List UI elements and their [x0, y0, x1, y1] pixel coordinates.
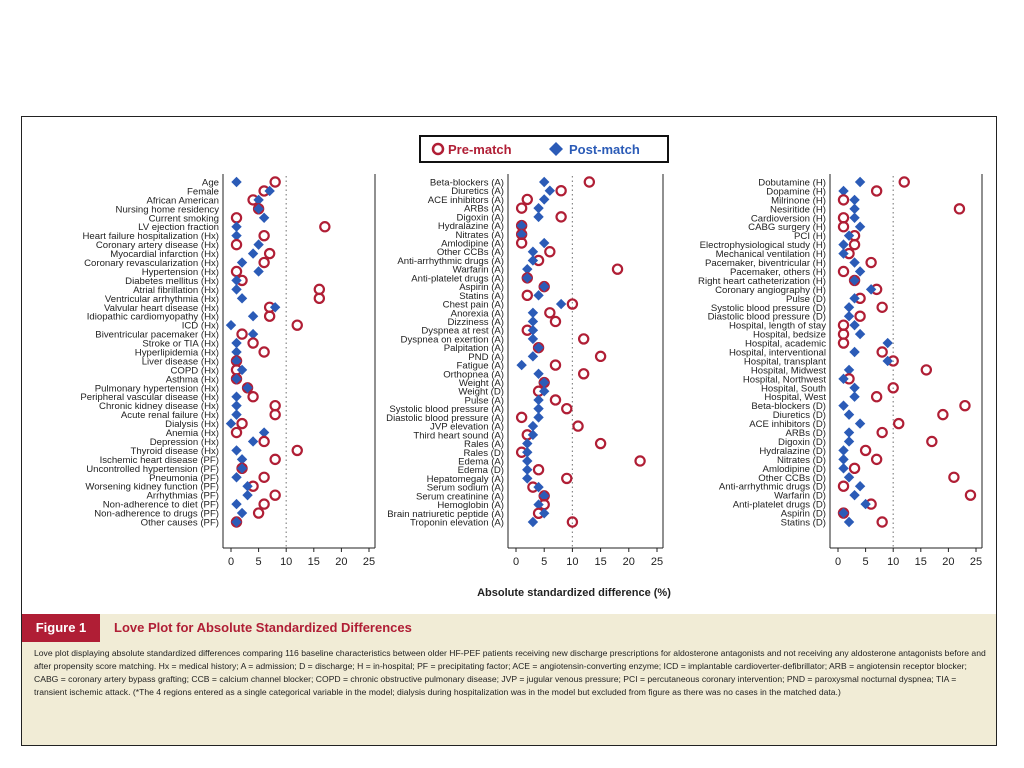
pre-match-point — [557, 212, 566, 221]
variable-label: Rales (D) — [463, 447, 504, 459]
x-tick-label: 5 — [255, 556, 262, 568]
variable-label: Hydralazine (A) — [437, 221, 504, 233]
pre-match-point — [839, 222, 848, 231]
x-tick-label: 10 — [887, 556, 900, 568]
figure-title: Love Plot for Absolute Standardized Differences — [114, 620, 412, 635]
x-tick-label: 10 — [566, 556, 579, 568]
figure-header — [22, 614, 996, 642]
pre-match-point — [293, 446, 302, 455]
x-tick-label: 5 — [862, 556, 869, 568]
pre-match-point — [878, 347, 887, 356]
variable-label: Brain natriuretic peptide (A) — [387, 508, 504, 520]
variable-label: Diastolic blood pressure (D) — [707, 311, 826, 323]
variable-label: Other causes (PF) — [140, 517, 219, 529]
variable-label: Orthopnea (A) — [443, 369, 504, 381]
post-match-point — [849, 347, 859, 357]
post-match-point — [248, 436, 258, 446]
pre-match-point — [517, 413, 526, 422]
post-match-point — [226, 320, 236, 330]
x-tick-label: 20 — [335, 556, 348, 568]
pre-match-point — [855, 312, 864, 321]
variable-label: Milrinone (H) — [771, 195, 826, 207]
variable-label: Peripheral vascular disease (Hx) — [80, 392, 219, 404]
variable-label: Palpitation (A) — [443, 343, 504, 355]
pre-match-point — [562, 474, 571, 483]
pre-match-point — [839, 330, 848, 339]
pre-match-point — [271, 491, 280, 500]
post-match-point — [855, 481, 865, 491]
variable-label: Hospital, South — [760, 383, 826, 395]
variable-label: ARBs (A) — [464, 203, 504, 215]
variable-label: Worsening kidney function (PF) — [85, 481, 219, 493]
post-match-point — [231, 400, 241, 410]
pre-match-point — [579, 369, 588, 378]
pre-match-point — [839, 482, 848, 491]
variable-label: Heart failure hospitalization (Hx) — [82, 231, 219, 243]
pre-match-point — [839, 267, 848, 276]
legend-pre-label: Pre-match — [448, 142, 512, 157]
post-match-point — [237, 293, 247, 303]
variable-label: Third heart sound (A) — [413, 430, 504, 442]
variable-label: Warfarin (D) — [774, 490, 826, 502]
variable-label: Serum creatinine (A) — [416, 491, 504, 503]
variable-label: Depression (Hx) — [149, 436, 219, 448]
variable-label: Age — [201, 177, 219, 189]
pre-match-point — [938, 410, 947, 419]
post-match-point — [533, 212, 543, 222]
pre-match-point — [872, 392, 881, 401]
x-tick-label: 0 — [512, 556, 520, 568]
variable-label: Diuretics (A) — [451, 186, 504, 198]
pre-match-point — [320, 222, 329, 231]
pre-match-point — [248, 392, 257, 401]
x-tick-label: 10 — [280, 556, 293, 568]
variable-label: Uncontrolled hypertension (PF) — [86, 463, 219, 475]
panel-2 — [386, 174, 663, 568]
variable-label: Hospital, length of stay — [728, 320, 826, 332]
variable-label: Cardioversion (H) — [750, 213, 826, 225]
post-match-point — [838, 463, 848, 473]
variable-label: Hypertension (Hx) — [141, 266, 219, 278]
pre-match-point — [839, 195, 848, 204]
pre-match-point — [927, 437, 936, 446]
pre-match-point — [517, 204, 526, 213]
post-match-point — [849, 392, 859, 402]
post-match-point — [556, 299, 566, 309]
pre-match-point — [265, 249, 274, 258]
pre-match-point — [596, 439, 605, 448]
pre-match-point — [271, 455, 280, 464]
variable-label: Idiopathic cardiomyopathy (Hx) — [86, 311, 219, 323]
pre-match-point — [922, 365, 931, 374]
variable-label: Diabetes mellitus (Hx) — [125, 275, 219, 287]
variable-label: Edema (D) — [457, 465, 504, 477]
post-match-point — [539, 194, 549, 204]
panel-1 — [80, 174, 375, 568]
pre-match-point — [260, 231, 269, 240]
legend — [420, 136, 668, 162]
post-match-point — [545, 186, 555, 196]
pre-match-point — [248, 338, 257, 347]
x-tick-label: 0 — [834, 556, 842, 568]
variable-label: PND (A) — [468, 351, 504, 363]
pre-match-point — [960, 401, 969, 410]
pre-match-point — [293, 321, 302, 330]
variable-label: Anti-platelet drugs (D) — [732, 499, 826, 511]
pre-match-point — [260, 500, 269, 509]
pre-match-point — [237, 419, 246, 428]
x-tick-label: 5 — [541, 556, 548, 568]
post-match-point — [838, 445, 848, 455]
variable-label: Stroke or TIA (Hx) — [142, 338, 219, 350]
variable-label: LV ejection fraction — [138, 222, 219, 234]
pre-match-point — [894, 419, 903, 428]
variable-label: JVP elevation (A) — [430, 421, 504, 433]
pre-match-point — [613, 265, 622, 274]
post-match-point — [855, 177, 865, 187]
variable-label: ACE inhibitors (D) — [749, 419, 826, 431]
variable-label: Chest pain (A) — [442, 299, 504, 311]
variable-label: Anemia (Hx) — [165, 428, 219, 440]
variable-label: Anorexia (A) — [450, 308, 504, 320]
x-axis-title: Absolute standardized difference (%) — [477, 587, 671, 599]
post-match-point — [849, 213, 859, 223]
pre-match-point — [850, 464, 859, 473]
variable-label: Diuretics (D) — [772, 410, 826, 422]
variable-label: Fatigue (A) — [456, 360, 504, 372]
figure-caption: Love plot displaying absolute standardized differences comparing 116 baseline characteristics between older HF-PEF patients receiving new discharge prescriptions for aldosterone antagonists and not receiving any aldosterone antagonists before and after propensity score matching. Hx = medical history; A = admission; D = discharge; H = in-hospital; PF = precipitating factor; ACE = angiotensin-converting enzyme; ICD = implantable cardioverter-defibrillator; ARB = angiotensin receptor blocker; CABG = coronary artery bypass grafting; CCB = calcium channel blocker; COPD = chronic obstructive pulmonary disease; JVP = jugular venous pressure; PCI = percutaneous coronary intervention; PND = paroxysmal nocturnal dyspnea; TIA = transient ischemic attack. (*The 4 regions entered as a single categorical variable in the model; dialysis during hospitalization was in the model but excluded from figure as there was no cases in the matched data.) — [22, 642, 996, 745]
panel-3 — [698, 174, 982, 568]
variable-label: Pulse (D) — [786, 293, 826, 305]
variable-label: Hemoglobin (A) — [437, 500, 504, 512]
variable-label: Beta-blockers (A) — [429, 177, 504, 189]
post-match-point — [248, 311, 258, 321]
variable-label: Hospital, Northwest — [742, 374, 826, 386]
variable-label: Coronary revascularization (Hx) — [84, 258, 219, 270]
post-match-point — [844, 409, 854, 419]
post-match-point — [838, 454, 848, 464]
variable-label: Warfarin (A) — [452, 264, 504, 276]
variable-label: Anti-platelet drugs (A) — [411, 273, 504, 285]
variable-label: Systolic blood pressure (D) — [710, 302, 826, 314]
variable-label: Dobutamine (H) — [758, 177, 826, 189]
pre-match-point — [878, 517, 887, 526]
pre-match-point — [579, 334, 588, 343]
variable-label: Hydralazine (D) — [759, 445, 826, 457]
post-match-point — [855, 329, 865, 339]
variable-label: Statins (D) — [780, 517, 826, 529]
variable-label: Nitrates (A) — [455, 229, 504, 241]
variable-label: Non-adherence to drugs (PF) — [94, 508, 219, 520]
variable-label: Anti-arrhythmic drugs (A) — [397, 255, 504, 267]
pre-match-point — [271, 410, 280, 419]
variable-label: ARBs (D) — [785, 428, 826, 440]
x-tick-label: 15 — [307, 556, 320, 568]
post-match-point — [539, 177, 549, 187]
variable-label: Asthma (Hx) — [165, 374, 219, 386]
pre-match-point — [955, 204, 964, 213]
variable-label: Hyperlipidemia (Hx) — [134, 347, 219, 359]
variable-label: Rales (A) — [464, 439, 504, 451]
post-match-point — [849, 490, 859, 500]
pre-match-point — [265, 312, 274, 321]
variable-label: Pulmonary hypertension (Hx) — [94, 383, 219, 395]
variable-label: Hospital, interventional — [728, 347, 826, 359]
pre-match-point — [232, 240, 241, 249]
pre-match-point — [523, 291, 532, 300]
variable-label: Myocardial infarction (Hx) — [110, 249, 219, 261]
pre-match-point — [232, 213, 241, 222]
pre-match-point — [557, 186, 566, 195]
post-match-point — [849, 204, 859, 214]
post-match-point — [844, 436, 854, 446]
variable-label: Dizziness (A) — [447, 316, 504, 328]
variable-label: Biventricular pacemaker (Hx) — [95, 329, 219, 341]
pre-match-point — [232, 428, 241, 437]
pre-match-point — [966, 491, 975, 500]
variable-label: Liver disease (Hx) — [141, 356, 219, 368]
variable-label: Hospital, West — [764, 392, 826, 404]
x-tick-label: 25 — [362, 556, 376, 568]
pre-match-point — [861, 446, 870, 455]
variable-label: PCI (H) — [794, 231, 826, 243]
variable-label: Ventricular arrhythmia (Hx) — [104, 293, 219, 305]
post-match-point — [231, 392, 241, 402]
variable-label: COPD (Hx) — [170, 365, 219, 377]
pre-match-point — [315, 294, 324, 303]
legend-post-label: Post-match — [569, 142, 640, 157]
variable-label: Ischemic heart disease (PF) — [99, 454, 219, 466]
pre-match-point — [839, 213, 848, 222]
variable-label: Edema (A) — [458, 456, 504, 468]
variable-label: Digoxin (A) — [456, 212, 504, 224]
variable-label: Pulse (A) — [464, 395, 504, 407]
x-tick-label: 25 — [969, 556, 983, 568]
variable-label: Mechanical ventilation (H) — [715, 249, 826, 261]
post-match-point — [231, 177, 241, 187]
variable-label: Statins (A) — [459, 290, 504, 302]
pre-match-point — [878, 303, 887, 312]
pre-match-point — [254, 508, 263, 517]
x-tick-label: 15 — [594, 556, 607, 568]
variable-label: Non-adherence to diet (PF) — [102, 499, 219, 511]
variable-label: Other CCBs (A) — [436, 247, 504, 259]
pre-match-point — [260, 473, 269, 482]
pre-match-point — [551, 317, 560, 326]
post-match-point — [844, 302, 854, 312]
post-match-point — [231, 222, 241, 232]
pre-match-point — [545, 308, 554, 317]
x-tick-label: 20 — [942, 556, 955, 568]
variable-label: Valvular heart disease (Hx) — [104, 302, 219, 314]
pre-match-point — [839, 321, 848, 330]
variable-label: Hospital, Midwest — [750, 365, 826, 377]
variable-label: Arrhythmias (PF) — [146, 490, 219, 502]
variable-label: Nitrates (D) — [776, 454, 826, 466]
variable-label: Atrial fibrillation (Hx) — [133, 284, 219, 296]
pre-match-point — [635, 456, 644, 465]
pre-match-point — [872, 455, 881, 464]
variable-label: Nesiritide (H) — [770, 204, 826, 216]
variable-label: Right heart catheterization (H) — [698, 275, 826, 287]
post-match-point — [248, 248, 258, 258]
post-match-point — [849, 195, 859, 205]
post-match-point — [844, 427, 854, 437]
pre-match-point — [900, 177, 909, 186]
variable-label: Dyspnea at rest (A) — [421, 325, 504, 337]
post-match-point — [533, 412, 543, 422]
post-match-point — [231, 499, 241, 509]
pre-match-point — [850, 240, 859, 249]
pre-match-point — [545, 247, 554, 256]
pre-match-point — [260, 347, 269, 356]
pre-match-point — [562, 404, 571, 413]
variable-label: Coronary artery disease (Hx) — [95, 240, 219, 252]
variable-label: ICD (Hx) — [181, 320, 219, 332]
variable-label: CABG surgery (H) — [748, 222, 826, 234]
pre-match-point — [534, 465, 543, 474]
x-tick-label: 15 — [914, 556, 927, 568]
pre-match-point — [260, 437, 269, 446]
variable-label: Aspirin (D) — [780, 508, 826, 520]
variable-label: Beta-blockers (D) — [751, 401, 826, 413]
x-tick-label: 25 — [650, 556, 664, 568]
variable-label: Hospital, bedsize — [752, 329, 826, 341]
pre-match-point — [585, 177, 594, 186]
variable-label: Hepatomegaly (A) — [426, 473, 504, 485]
variable-label: Coronary angiography (H) — [715, 284, 826, 296]
variable-label: Troponin elevation (A) — [409, 517, 504, 529]
variable-label: Weight (A) — [458, 378, 504, 390]
pre-match-point — [523, 195, 532, 204]
pre-match-point — [867, 258, 876, 267]
pre-match-point — [878, 428, 887, 437]
post-match-point — [855, 418, 865, 428]
variable-label: Serum sodium (A) — [426, 482, 504, 494]
variable-label: Diastolic blood pressure (A) — [386, 412, 504, 424]
pre-match-point — [839, 338, 848, 347]
pre-match-point — [271, 177, 280, 186]
variable-label: Pacemaker, biventricular (H) — [704, 258, 826, 270]
pre-match-point — [551, 360, 560, 369]
variable-label: Electrophysiological study (H) — [699, 240, 826, 252]
pre-match-point — [573, 422, 582, 431]
variable-label: Dopamine (H) — [766, 186, 826, 198]
variable-label: Hospital, academic — [744, 338, 826, 350]
variable-label: Hospital, transplant — [743, 356, 826, 368]
variable-label: Amlodipine (D) — [762, 463, 826, 475]
variable-label: Chronic kidney disease (Hx) — [99, 401, 219, 413]
variable-label: Other CCBs (D) — [758, 472, 826, 484]
variable-label: Current smoking — [148, 213, 219, 225]
variable-label: Nursing home residency — [115, 204, 219, 216]
variable-label: Thyroid disease (Hx) — [130, 445, 219, 457]
pre-match-point — [315, 285, 324, 294]
post-match-point — [838, 400, 848, 410]
variable-label: Dyspnea on exertion (A) — [400, 334, 504, 346]
pre-match-point — [237, 330, 246, 339]
variable-label: Anti-arrhythmic drugs (D) — [718, 481, 826, 493]
variable-label: Pacemaker, others (H) — [730, 266, 826, 278]
variable-label: Female — [187, 186, 219, 198]
variable-label: Pneumonia (PF) — [149, 472, 219, 484]
variable-label: African American — [146, 195, 219, 207]
variable-label: ACE inhibitors (A) — [427, 194, 504, 206]
pre-match-point — [596, 352, 605, 361]
plot-panels — [80, 174, 982, 568]
x-tick-label: 0 — [227, 556, 235, 568]
pre-match-point — [232, 267, 241, 276]
variable-label: Digoxin (D) — [778, 436, 826, 448]
figure-label: Figure 1 — [22, 614, 100, 642]
pre-match-point — [260, 258, 269, 267]
post-match-point — [231, 445, 241, 455]
variable-label: Aspirin (A) — [459, 282, 504, 294]
pre-match-point — [271, 401, 280, 410]
variable-label: Amlodipine (A) — [441, 238, 504, 250]
pre-match-point — [949, 473, 958, 482]
variable-label: Dialysis (Hx) — [165, 419, 219, 431]
variable-label: Systolic blood pressure (A) — [389, 404, 504, 416]
variable-label: Acute renal failure (Hx) — [120, 410, 219, 422]
pre-match-point — [551, 395, 560, 404]
pre-match-point — [872, 186, 881, 195]
post-match-point — [516, 360, 526, 370]
variable-label: Weight (D) — [458, 386, 504, 398]
x-tick-label: 20 — [622, 556, 635, 568]
